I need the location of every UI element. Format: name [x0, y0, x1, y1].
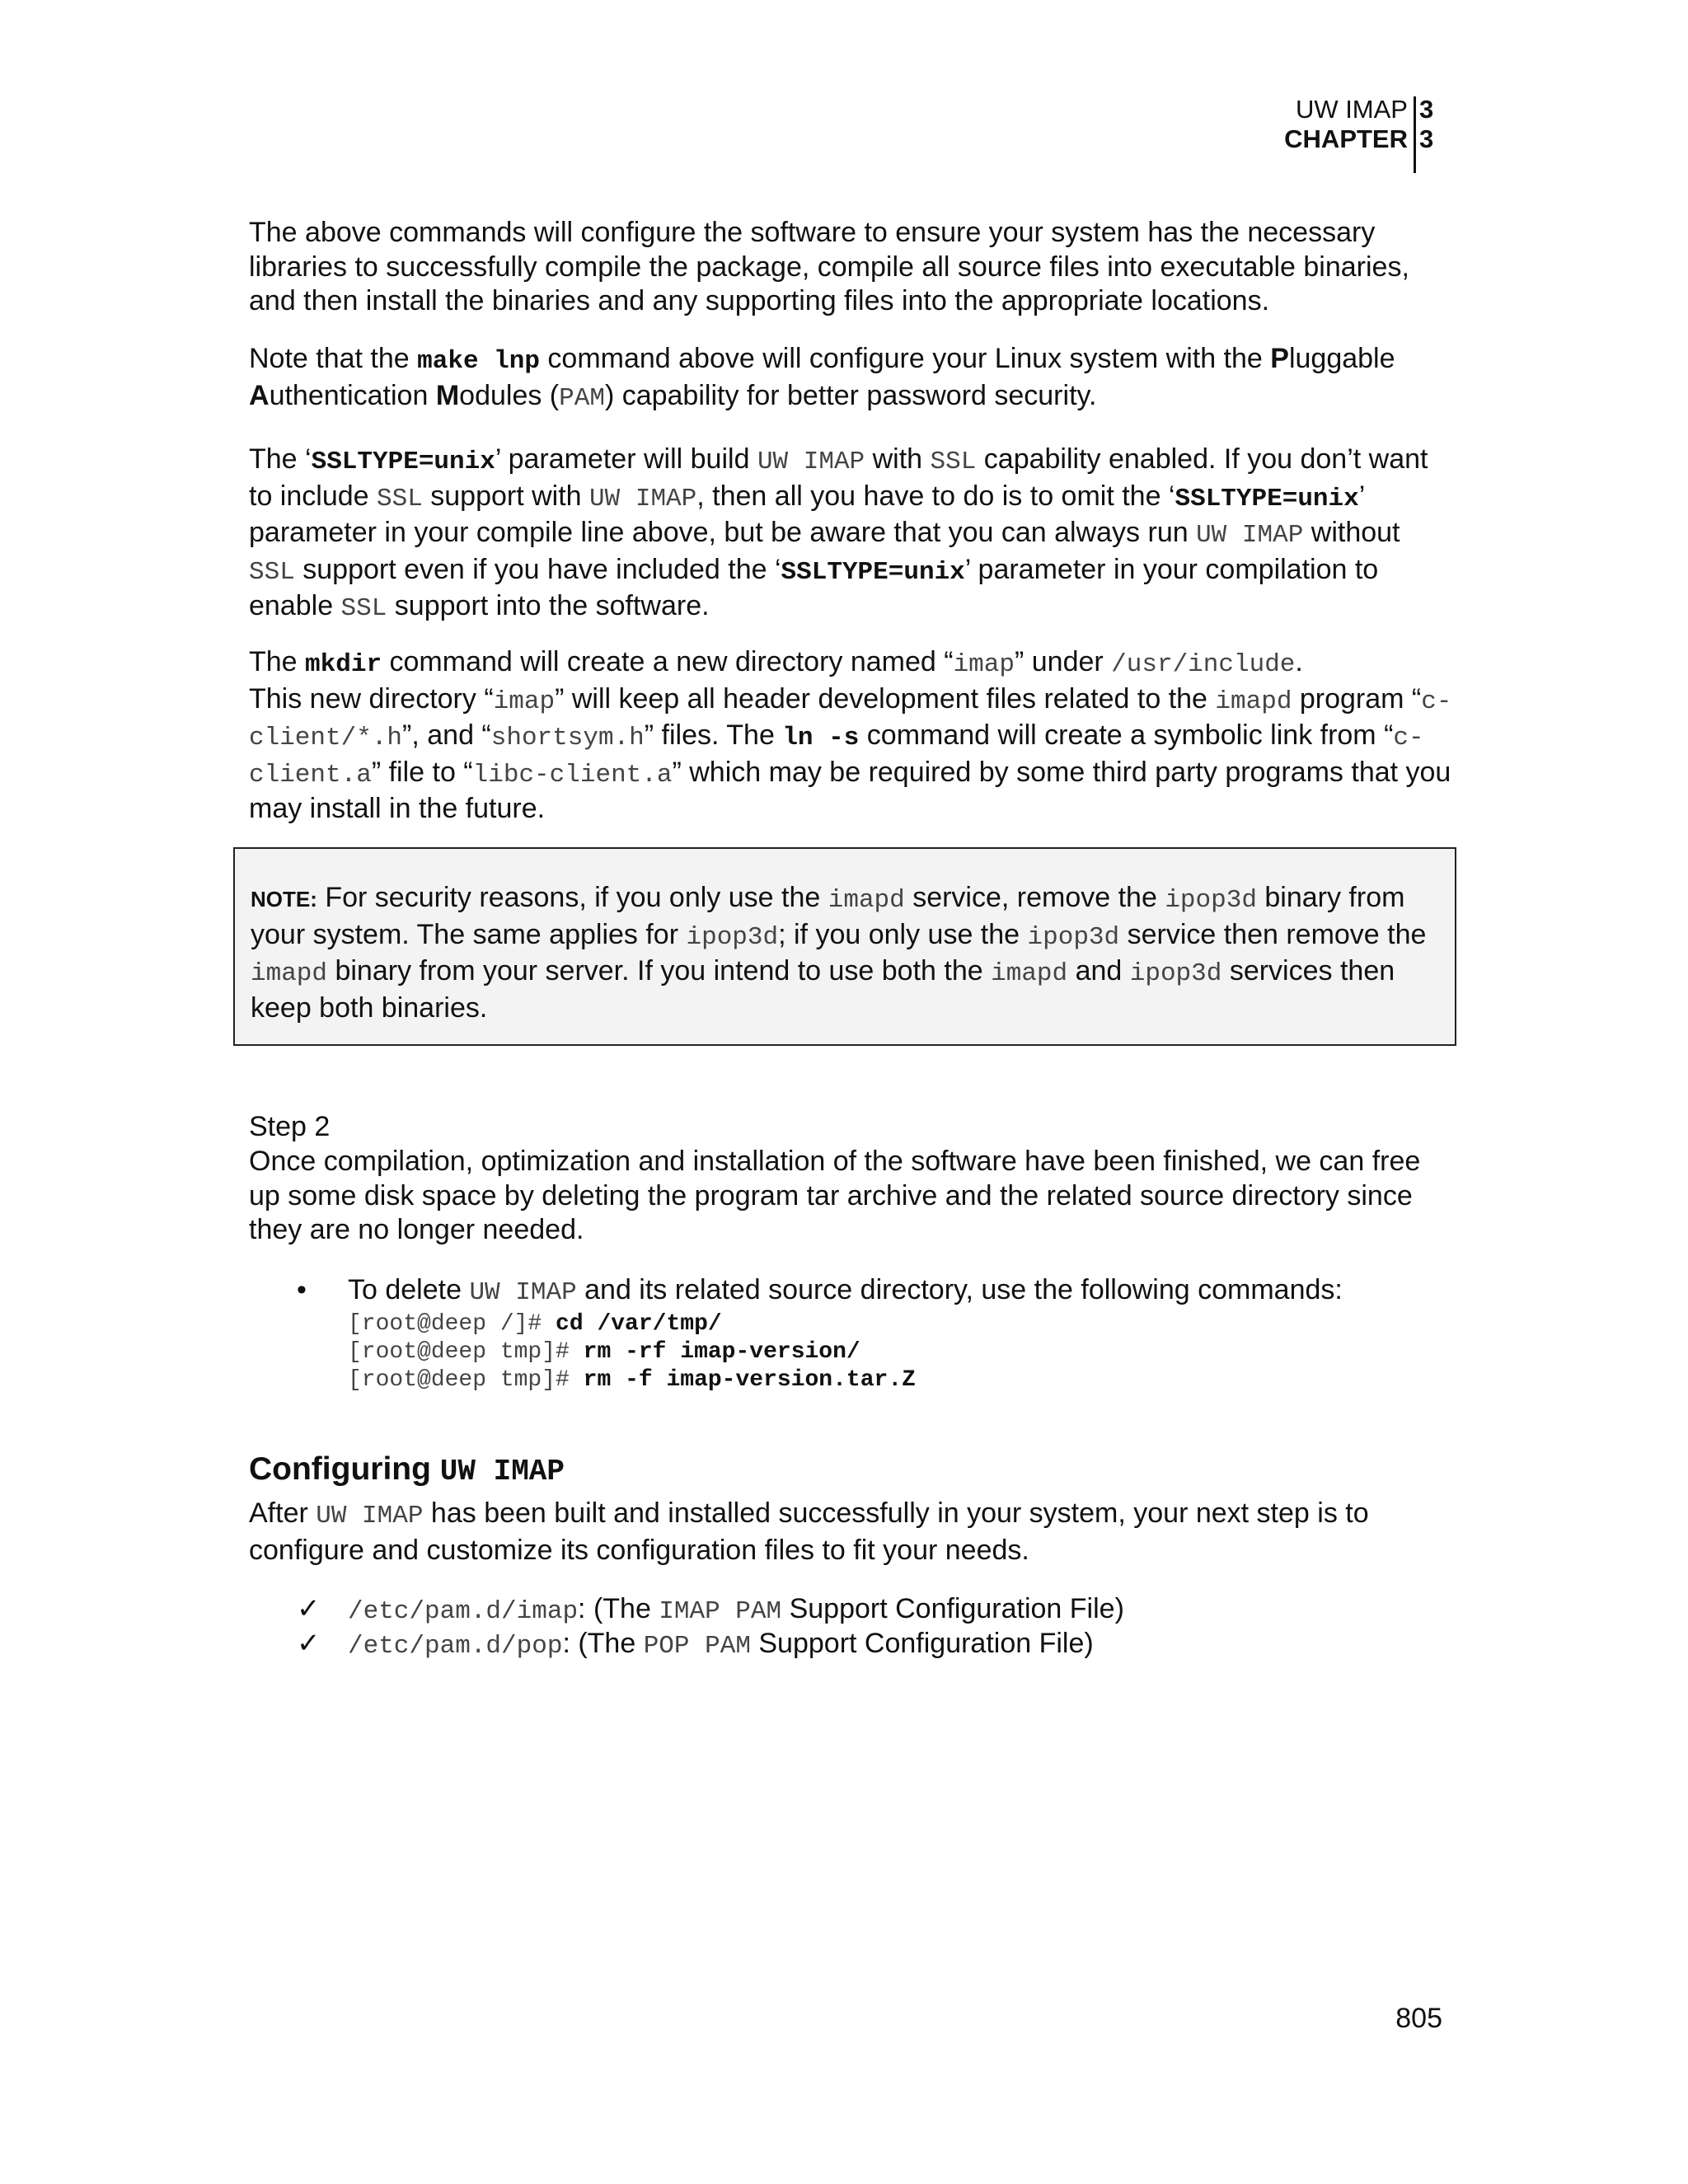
running-header — [1284, 95, 1434, 154]
header-chapter-number-2: 3 — [1419, 124, 1434, 153]
file-path: /etc/pam.d/imap — [348, 1597, 579, 1626]
paragraph-ssltype: The ‘SSLTYPE=unix’ parameter will build UW IMAP with SSL capability enabled. If you don’t want to include SSL support with UW IMAP, then all you have to do is to omit the ‘SSLTYPE=unix’ parameter in your compile line above, but be aware that you can always run UW IMAP without SSL support even if you have included the ‘SSLTYPE=unix’ parameter in your compilation to enable SSL support into the software. — [249, 443, 1428, 623]
page-number: 805 — [1395, 2003, 1442, 2034]
note-box — [233, 847, 1456, 1046]
header-chapter-label: CHAPTER — [1284, 124, 1408, 153]
command-line-1: [root@deep /]# cd /var/tmp/ — [348, 1311, 722, 1337]
header-title: UW IMAP — [1295, 95, 1408, 124]
header-chapter-number: 3 — [1419, 95, 1434, 124]
paragraph-pam-note: Note that the make lnp command above will configure your Linux system with the Pluggable Authentication Modules (PAM) capability for better password security. — [249, 343, 1395, 413]
section-heading: Configuring UW IMAP — [249, 1451, 565, 1488]
command-line-3: [root@deep tmp]# rm -f imap-version.tar.Z — [348, 1367, 916, 1393]
code-make-lnp: make lnp — [417, 347, 540, 376]
header-divider — [1414, 96, 1416, 173]
paragraph-mkdir: The mkdir command will create a new directory named “imap” under /usr/include. This new directory “imap” will keep all header development files related to the imapd program “c-client/*.h”, and “shortsym.h” files. The ln -s command will create a symbolic link from “c-client.a” file to “libc-client.a” which may be required by some third party programs that you may install in the future. — [249, 646, 1452, 824]
file-path: /etc/pam.d/pop — [348, 1632, 563, 1661]
note-text: NOTE: For security reasons, if you only use the imapd service, remove the ipop3d binary from your system. The same applies for ipop3d; if you only use the ipop3d service then remove the imapd binary from your server. If you intend to use both the imapd and ipop3d services then keep both binaries. — [251, 882, 1427, 1024]
document-page: UW IMAP 3 CHAPTER 3 The above commands will configure the software to ensure your system has the necessary libraries to successfully compile the package, compile all source files into executable binaries, and then install the binaries and any supporting files into the appropriate locations. Note that the make lnp command above will configure your Linux system with the Pluggable Authentication Modules (PAM) capability for better password security. The ‘SSLTYPE=unix’ parameter will build UW IMAP with SSL capability enabled. If you don’t want to include SSL support with UW IMAP, then all you have to do is to omit the ‘SSLTYPE=unix’ parameter in your compile line above, but be aware that you can always run UW IMAP without SSL support even if you have included the ‘SSLTYPE=unix’ parameter in your compilation to enable SSL support into the software. The mkdir command will create a new directory named “imap” under /usr/include. This new directory “imap” will keep all header development files related to the imapd program “c-client/*.h”, and “shortsym.h” files. The ln -s command will create a symbolic link from “c-client.a” file to “libc-client.a” which may be required by some third party programs that you may install in the future. NOTE: For security reasons, if you only use the imapd service, remove the ipop3d binary from your system. The same applies for ipop3d; if you only use the ipop3d service then remove the imapd binary from your server. If you intend to use both the imapd and ipop3d services then keep both binaries. Step 2 Once compilation, optimization and installation of the software have been finished, we can free up some disk space by deleting the program tar archive and the related source directory since they are no longer needed. • To delete UW IMAP and its related source directory, use the following commands: [root@deep /]# cd /var/tmp/ [root@deep tmp]# rm -rf imap-version/ [root@deep tmp]# rm -f imap-version.tar.Z Configuring UW IMAP After UW IMAP has been built and installed successfully in your system, your next step is to configure and customize its configuration files to fit your needs. ✓ /etc/pam.d/imap: (The IMAP PAM Support Configuration File) ✓ /etc/pam.d/pop: (The POP PAM Support Configuration File) 805 — [0, 0, 1688, 2184]
checkmark-icon: ✓ — [297, 1593, 321, 1624]
checkmark-icon: ✓ — [297, 1628, 321, 1659]
paragraph-configure-summary: The above commands will configure the software to ensure your system has the necessary libraries to successfully compile the package, compile all source files into executable binaries, and then install the binaries and any supporting files into the appropriate locations. — [249, 217, 1409, 316]
step-description: Once compilation, optimization and installation of the software have been finished, we can free up some disk space by deleting the program tar archive and the related source directory since they are no longer needed. — [249, 1146, 1421, 1245]
bullet-icon: • — [297, 1274, 307, 1305]
bullet-text: To delete UW IMAP and its related source directory, use the following commands: — [348, 1274, 1343, 1307]
note-label: NOTE: — [251, 887, 317, 912]
step-title: Step 2 — [249, 1111, 331, 1142]
command-line-2: [root@deep tmp]# rm -rf imap-version/ — [348, 1339, 860, 1365]
config-intro: After UW IMAP has been built and installed successfully in your system, your next step is to configure and customize its configuration files to fit your needs. — [249, 1497, 1369, 1566]
